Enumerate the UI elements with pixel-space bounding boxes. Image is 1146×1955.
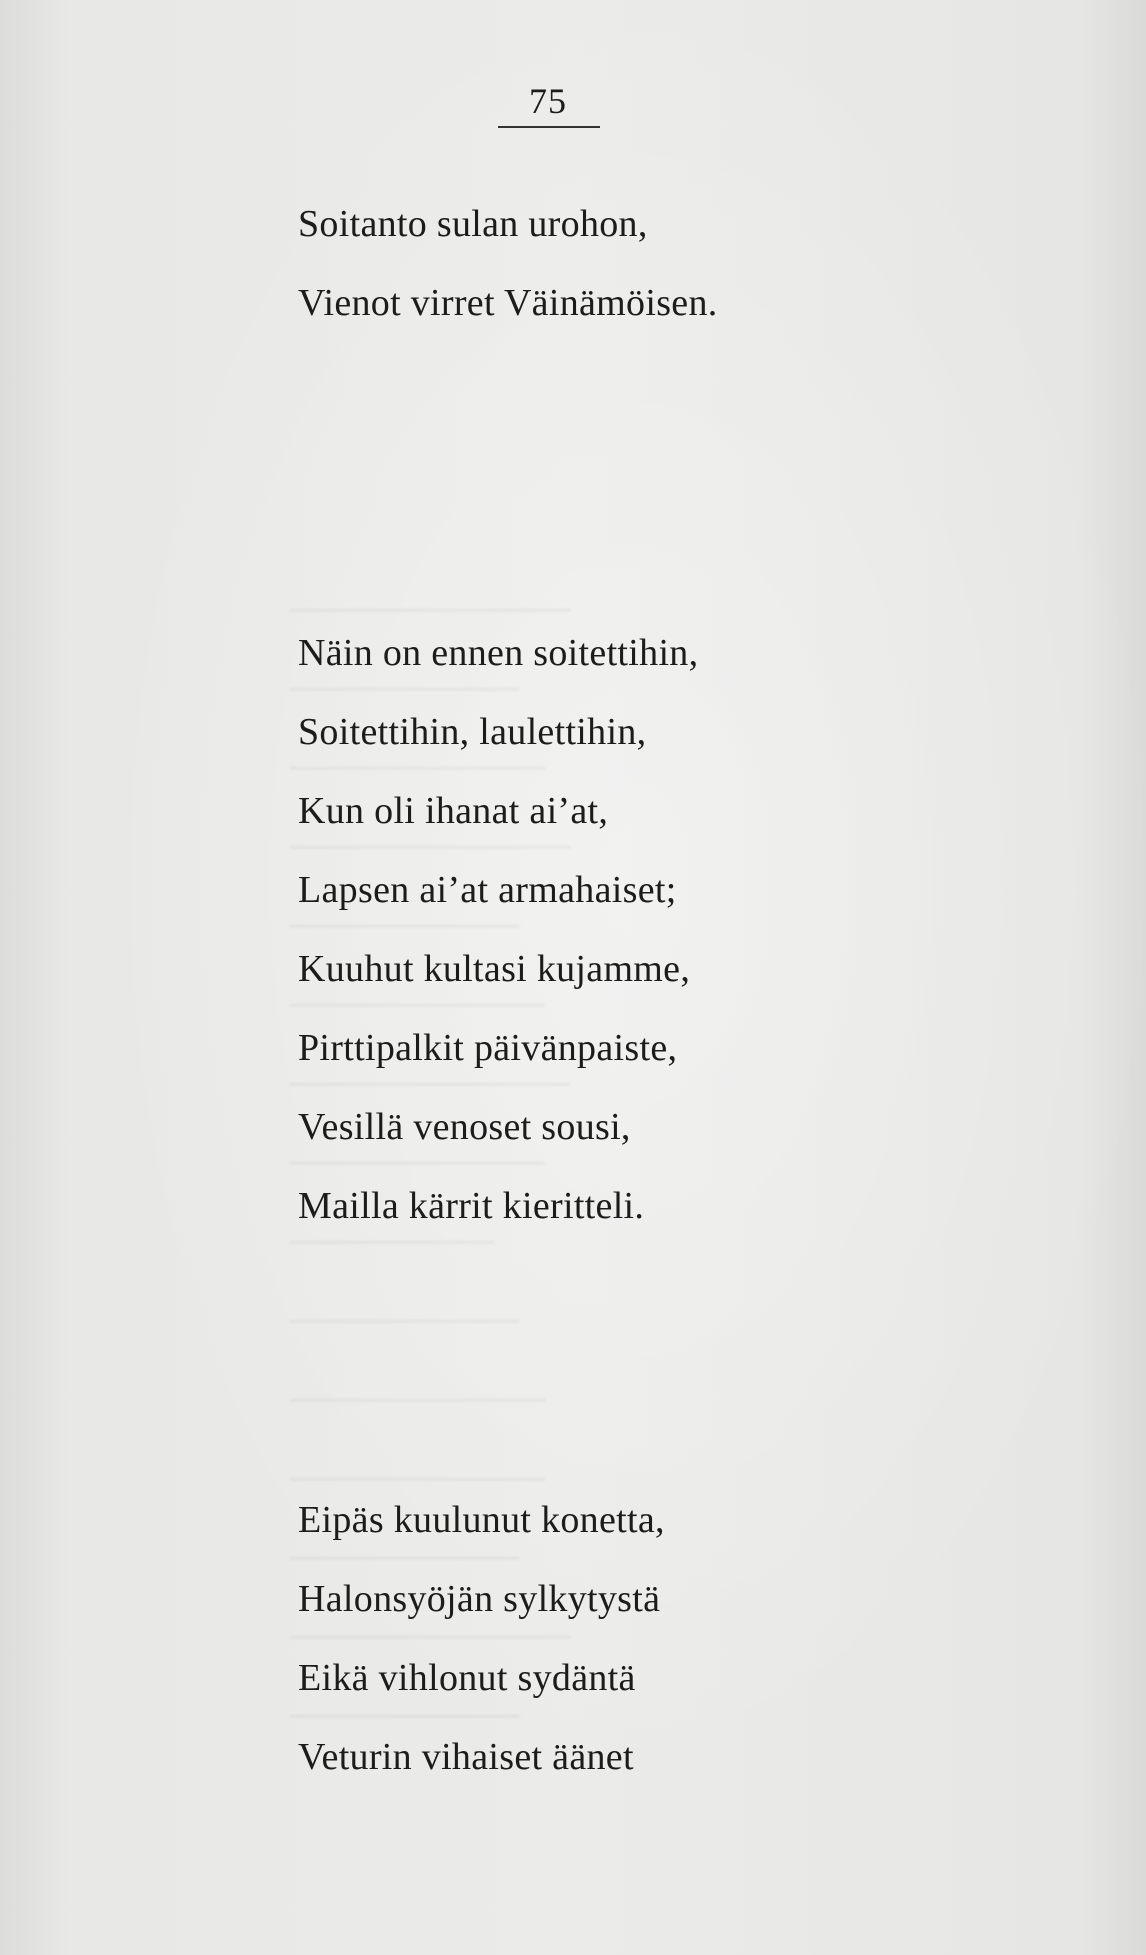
verse-line: Näin on ennen soitettihin, xyxy=(298,632,699,674)
page-number: 75 xyxy=(529,81,567,121)
verse-line: Lapsen ai’at armahaiset; xyxy=(298,869,677,911)
verse-line: Eipäs kuulunut konetta, xyxy=(298,1499,665,1541)
stanza-3 xyxy=(298,1481,938,1797)
verse-line: Soitanto sulan urohon, xyxy=(298,203,648,245)
verse-line: Vesillä venoset sousi, xyxy=(298,1106,631,1148)
verse-line: Soitettihin, laulettihin, xyxy=(298,711,647,753)
verse-line: Kun oli ihanat ai’at, xyxy=(298,790,609,832)
verse-line: Mailla kärrit kieritteli. xyxy=(298,1185,645,1227)
reverse-page-bleed-through: ─────────── ───────── ────────── ─────────── ───────── ────────── ─────────── ────────── ──────── ───────── ────────── ────────── ───────── ─────────── ───────── xyxy=(290,589,571,1735)
verse-line: Pirttipalkit päivänpaiste, xyxy=(298,1027,678,1069)
stanza-1 xyxy=(298,185,938,343)
verse-line: Veturin vihaiset äänet xyxy=(298,1736,634,1778)
stanza-2 xyxy=(298,614,938,1246)
verse-line: Kuuhut kultasi kujamme, xyxy=(298,948,691,990)
page-number-underline xyxy=(498,126,600,128)
verse-line: Eikä vihlonut sydäntä xyxy=(298,1657,636,1699)
verse-line: Halonsyöjän sylkytystä xyxy=(298,1578,661,1620)
verse-line: Vienot virret Väinämöisen. xyxy=(298,282,718,324)
